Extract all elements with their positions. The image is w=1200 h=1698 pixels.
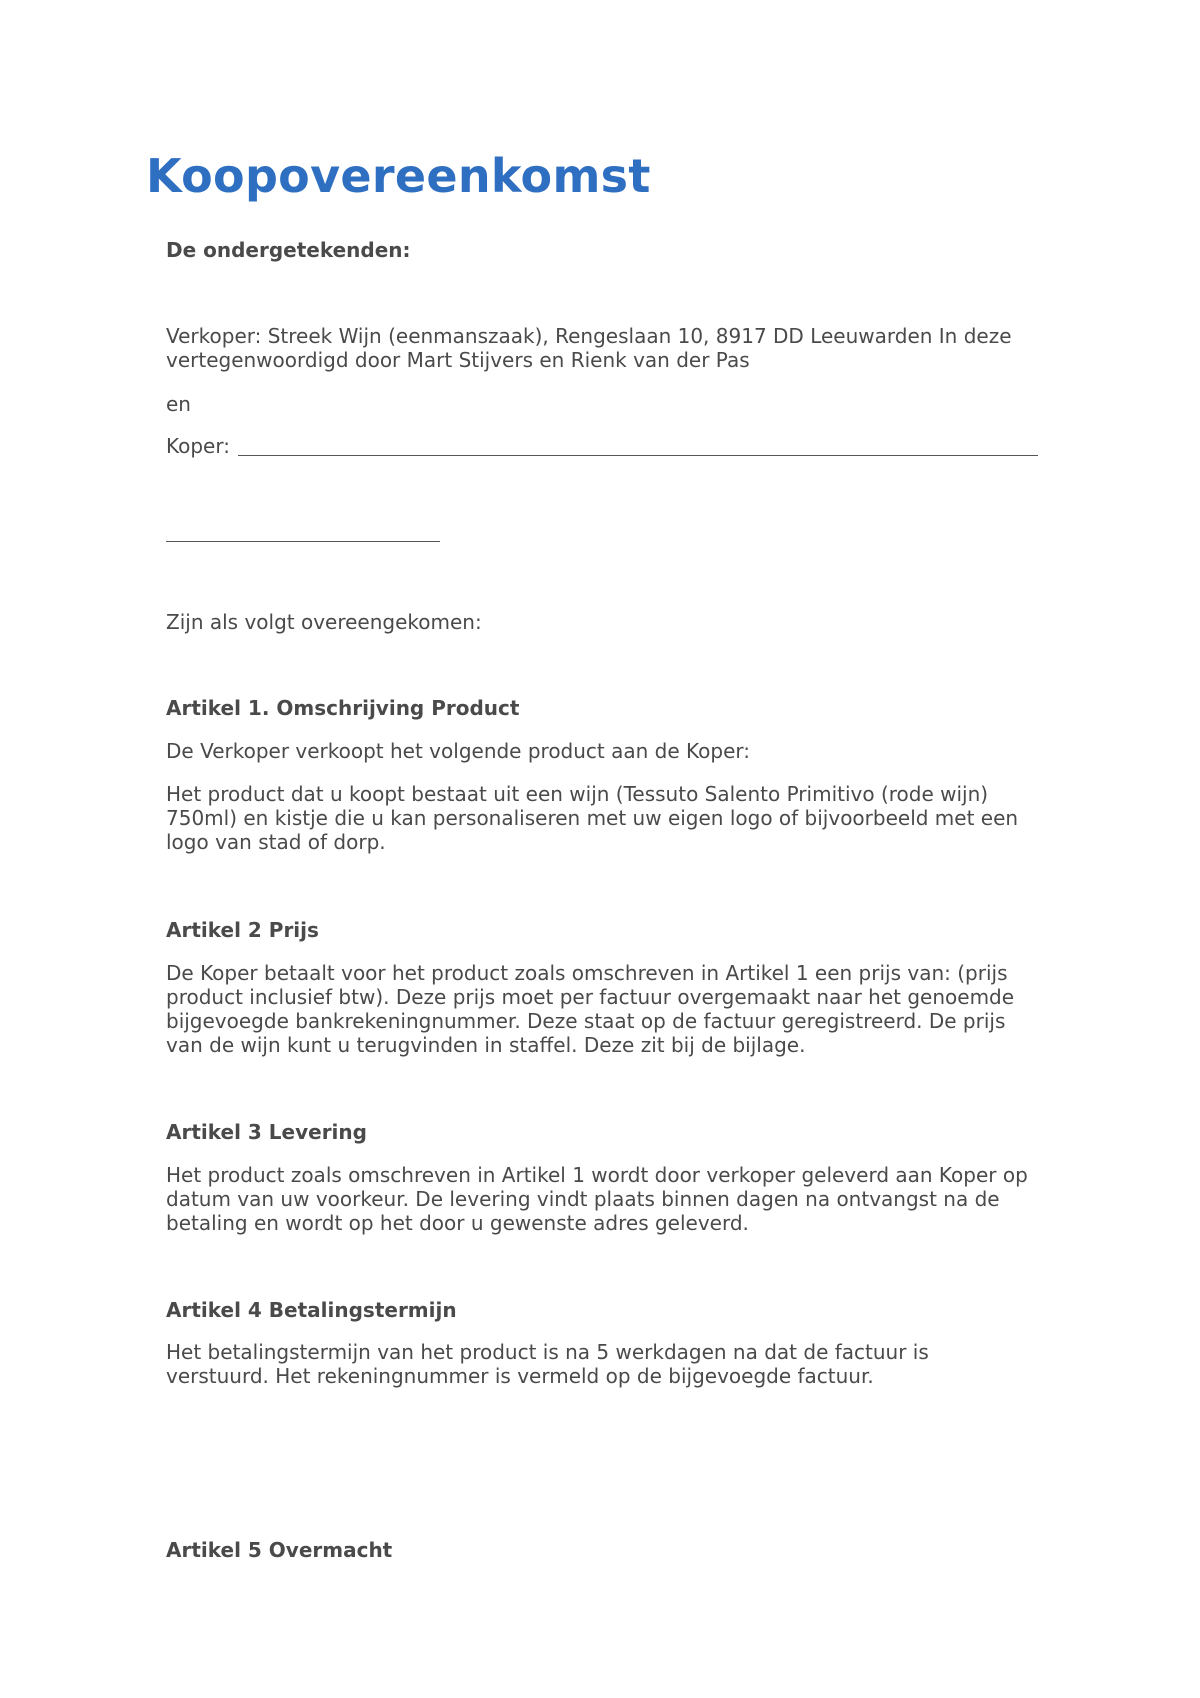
article-3-paragraph-1: Het product zoals omschreven in Artikel 1 wordt door verkoper geleverd aan Koper op datum van uw voorkeur. De levering vindt plaats binnen dagen na ontvangst na de betaling en wordt op het door u gewenste adres geleverd. [166,1163,1028,1235]
and-word: en [166,392,191,416]
article-2-paragraph-1: De Koper betaalt voor het product zoals omschreven in Artikel 1 een prijs van: (prijs product inclusief btw). Deze prijs moet per factuur overgemaakt naar het genoemde bijgevoegde bankrekeningnummer. Deze staat op de factuur geregistreerd. De prijs van de wijn kunt u terugvinden in staffel. Deze zit bij de bijlage. [166,961,1015,1057]
buyer-label: Koper: [166,434,230,458]
article-4-heading: Artikel 4 Betalingstermijn [166,1298,457,1322]
buyer-extra-line [166,541,440,542]
article-5-heading: Artikel 5 Overmacht [166,1538,393,1562]
article-3-heading: Artikel 3 Levering [166,1120,367,1144]
buyer-row [166,434,1038,458]
agreed-text: Zijn als volgt overeengekomen: [166,610,482,634]
document-title: Koopovereenkomst [146,149,651,203]
parties-heading: De ondergetekenden: [166,238,411,262]
article-1-paragraph-1: De Verkoper verkoopt het volgende product aan de Koper: [166,739,750,763]
seller-line-2: vertegenwoordigd door Mart Stijvers en Rienk van der Pas [166,348,750,372]
article-1-paragraph-2: Het product dat u koopt bestaat uit een wijn (Tessuto Salento Primitivo (rode wijn) 750ml) en kistje die u kan personaliseren met uw eigen logo of bijvoorbeeld met een logo van stad of dorp. [166,782,1019,854]
article-2-heading: Artikel 2 Prijs [166,918,319,942]
article-4-paragraph-1: Het betalingstermijn van het product is na 5 werkdagen na dat de factuur is verstuurd. Het rekeningnummer is vermeld op de bijgevoegde factuur. [166,1340,929,1388]
seller-line-1: Verkoper: Streek Wijn (eenmanszaak), Rengeslaan 10, 8917 DD Leeuwarden In deze [166,324,1012,348]
buyer-signature-line [238,435,1038,456]
article-1-heading: Artikel 1. Omschrijving Product [166,696,520,720]
